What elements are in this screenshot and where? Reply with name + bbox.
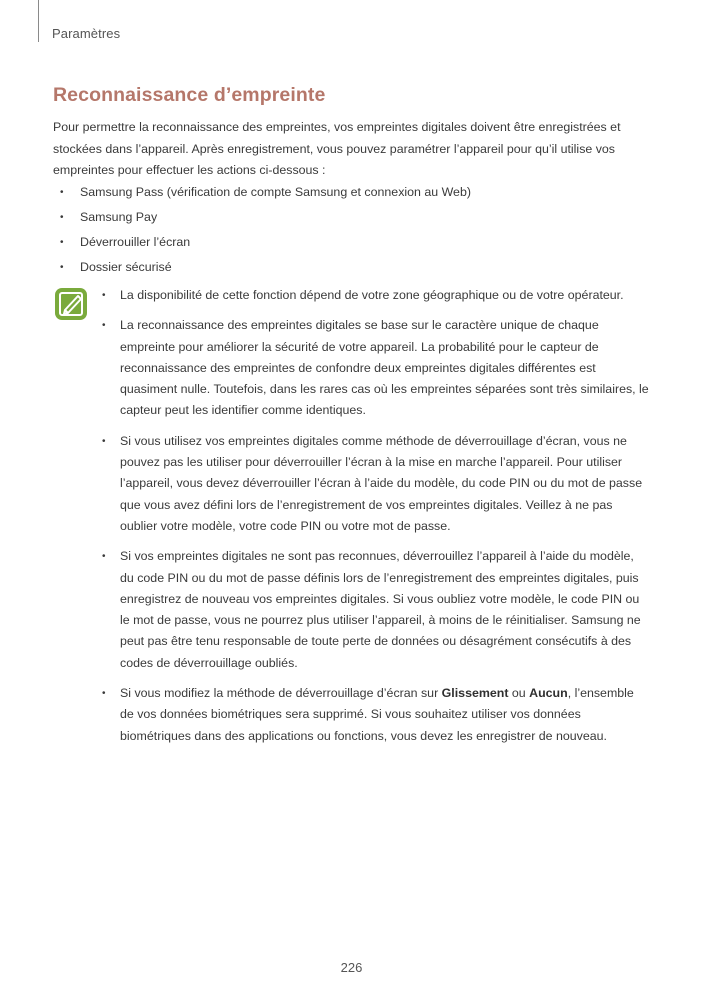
feature-list: [53, 182, 653, 282]
note-item: [94, 285, 649, 306]
note-item-text: La reconnaissance des empreintes digitales se base sur le caractère unique de chaque empreinte pour améliorer la sécurité de votre appareil. La probabilité pour le capteur de reconnaissance des empreintes de confondre deux empreintes digitales différentes est quasiment nulle. Toutefois, dans les rares cas où les empreintes séparées sont très similaires, le capteur peut les identifier comme identiques.: [120, 318, 649, 418]
list-item: [53, 207, 653, 232]
list-item: [53, 257, 653, 282]
list-item-text: Déverrouiller l’écran: [80, 235, 191, 249]
page-number: 226: [340, 960, 363, 975]
bullet-icon: •: [60, 262, 64, 273]
bullet-icon: •: [102, 320, 106, 332]
note-item-text: La disponibilité de cette fonction dépend de votre zone géographique ou de votre opérateur.: [120, 288, 624, 302]
list-item-text: Dossier sécurisé: [80, 260, 172, 274]
note-item: [94, 546, 649, 674]
bullet-icon: •: [102, 551, 106, 563]
option-aucun: Aucun: [529, 686, 568, 701]
note-item-text: Si vous utilisez vos empreintes digitales comme méthode de déverrouillage d’écran, vous ne pouvez pas les utiliser pour déverrouiller l’écran à la mise en marche l’appareil. Pour utiliser l’appareil, vous devez déverrouiller l’écran à l’aide du modèle, du code PIN ou du mot de passe que vous avez défini lors de l’enregistrement de vos empreintes digitales. Veillez à ne pas oublier votre modèle, votre code PIN ou votre mot de passe.: [120, 433, 643, 533]
note-list: [94, 285, 649, 756]
bullet-icon: •: [60, 212, 64, 223]
bullet-icon: •: [102, 688, 106, 700]
note-item: [94, 683, 649, 747]
bullet-icon: •: [102, 435, 106, 447]
note-pencil-icon: [54, 287, 88, 321]
section-title: Reconnaissance d’empreinte: [53, 84, 326, 106]
header-rule: [38, 0, 39, 42]
running-header: Paramètres: [52, 26, 121, 41]
list-item-text: Samsung Pay: [80, 210, 158, 224]
note-item: [94, 315, 649, 421]
note-item-text: Si vos empreintes digitales ne sont pas reconnues, déverrouillez l’appareil à l’aide du modèle, du code PIN ou du mot de passe définis lors de l’enregistrement des empreintes digitales, puis enregistrez de nouveau vos empreintes digitales. Si vous oubliez votre modèle, le code PIN ou le mot de passe, vous ne pourrez plus utiliser l’appareil, à moins de le réinitialiser. Samsung ne peut pas être tenu responsable de toute perte de données ou désagrément consécutifs à des codes de déverrouillage oubliés.: [120, 549, 641, 670]
list-item: [53, 232, 653, 257]
bullet-icon: •: [60, 237, 64, 248]
bullet-icon: •: [102, 290, 106, 301]
note-item-text-before: Si vous modifiez la méthode de déverrouillage d’écran sur: [120, 686, 442, 701]
note-item: [94, 431, 649, 537]
list-item-text: Samsung Pass (vérification de compte Samsung et connexion au Web): [80, 185, 471, 199]
note-item-text-after: , l’ensemble de vos données biométriques sera supprimé. Si vous souhaitez utiliser vos données biométriques dans des applications ou fonctions, vous devez les enregistrer de nouveau.: [120, 686, 634, 743]
option-glissement: Glissement: [441, 686, 509, 701]
bullet-icon: •: [60, 187, 64, 198]
note-item-text-middle: ou: [508, 686, 530, 701]
list-item: [53, 182, 653, 207]
intro-paragraph: Pour permettre la reconnaissance des empreintes, vos empreintes digitales doivent être enregistrées et stockées dans l’appareil. Après enregistrement, vous pouvez paramétrer l’appareil pour qu’il utilise vos empreintes pour effectuer les actions ci-dessous :: [53, 120, 621, 177]
